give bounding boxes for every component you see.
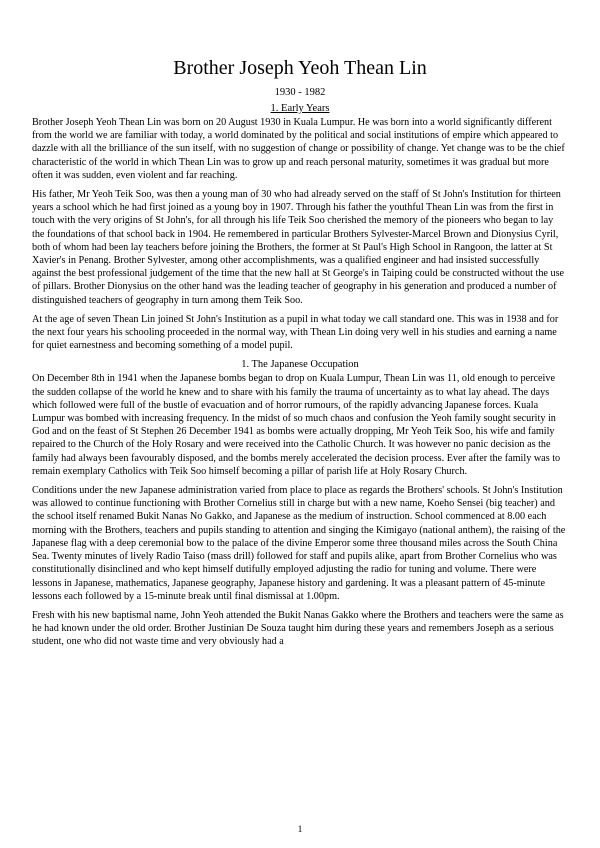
paragraph: Brother Joseph Yeoh Thean Lin was born on 20 August 1930 in Kuala Lumpur. He was born into a world significantly different from the world we are familiar with today, a world dominated by the political and social institutions of empire which appeared to dazzle with all the brilliance of the sun itself, with no suggestion of change or possibility of change. Yet change was to be the chief characteristic of the world in which Thean Lin was to grow up and reach personal maturity, sometimes it was gradual but more often it was sudden, even violent and far reaching. (32, 117, 565, 181)
section-heading-japanese-occupation: 1. The Japanese Occupation (241, 359, 359, 371)
paragraph: Fresh with his new baptismal name, John Yeoh attended the Bukit Nanas Gakko where the Brothers and teachers were the same as he had known under the old order. Brother Justinian De Souza taught him during these years and remembers Joseph as a serious student, one who did not waste time and very obviously had a (32, 609, 564, 648)
section-heading-early-years (32, 102, 568, 115)
paragraph: His father, Mr Yeoh Teik Soo, was then a young man of 30 who had already served on the staff of St John's Institution for thirteen years a school which he had first joined as a young boy in 1907. Through his father the youthful Thean Lin was from the first in touch with the very origins of St John's, for all through his life Teik Soo cherished the memory of the pioneers who began to lay the foundations of that school back in 1904. He remembered in particular Brothers Sylvester-Marcel Brown and Dionysius Cyril, both of whom had been lay teachers before joining the Brothers, the former at St Paul's High School in Rangoon, the latter at St Xavier's in Penang. Brother Sylvester, among other accomplishments, was a qualified engineer and had insisted successfully against the best professional judgement of the time that the new hall at St George's in Taiping could be constructed without the use of pillars. Brother Dionysius on the other hand was the leading teacher of geography in his generation and produced a number of distinguished teachers of geography in turn among them Teik Soo. (32, 189, 565, 306)
paragraph: Conditions under the new Japanese administration varied from place to place as regards the Brothers' schools. St John's Institution was allowed to continue functioning with Brother Cornelius still in charge but with a new name, Koeho Sensei (big teacher) and the school itself renamed Bukit Nanas No Gakko, and Japanese as the medium of instruction. School commenced at 8.00 each morning with the Brothers, teachers and pupils standing to attention and singing the Kimigayo (national anthem), the raising of the Japanese flag with a deep ceremonial bow to the palace of the divine Emperor some three thousand miles across the South China Sea. Twenty minutes of lively Radio Taiso (mass drill) followed for staff and pupils alike, apart from Brother Cornelius who was constitutionally disinclined and who kept himself dutifully employed adjusting the radio for tuning and volume. There were lessons in Japanese, mathematics, Japanese geography, Japanese history and gardening. It was a pleasant pattern of 45-minute lessons each followed by a 15-minute break until final dismissal at 1.00pm. (32, 485, 566, 602)
paragraph: At the age of seven Thean Lin joined St John's Institution as a pupil in what today we call standard one. This was in 1938 and for the next four years his schooling proceeded in the normal way, with Thean Lin doing very well in his studies and earning a name for quiet earnestness and becoming something of a model pupil. (32, 313, 559, 352)
life-dates: 1930 - 1982 (274, 87, 326, 98)
paragraph: On December 8th in 1941 when the Japanese bombs began to drop on Kuala Lumpur, Thean Lin was 11, old enough to perceive the sudden collapse of the world he knew and to share with his family the trauma of uncertainty as to what lay ahead. The days which followed were full of the bustle of evacuation and of horror rumours, of the rapidly advancing Japanese forces. Kuala Lumpur was bombed with increasing frequency. In the midst of so much chaos and confusion the Yeoh family sought security in God and on the feast of St Stephen 26 December 1941 as bombs were actually dropping, Mr Yeoh Teik Soo, his wife and family repaired to the Church of the Holy Rosary and were received into the Catholic Church. It was however no panic decision as the family had always been favourably disposed, and the bombs merely accelerated the decision process. Ever after the family was to remain exemplary Catholics with Teik Soo himself becoming a pillar of parish life at Holy Rosary Church. (32, 373, 561, 477)
section-heading-early-years-text: 1. Early Years (270, 103, 330, 114)
page-number: 1 (297, 825, 303, 835)
document-title: Brother Joseph Yeoh Thean Lin (173, 57, 427, 79)
